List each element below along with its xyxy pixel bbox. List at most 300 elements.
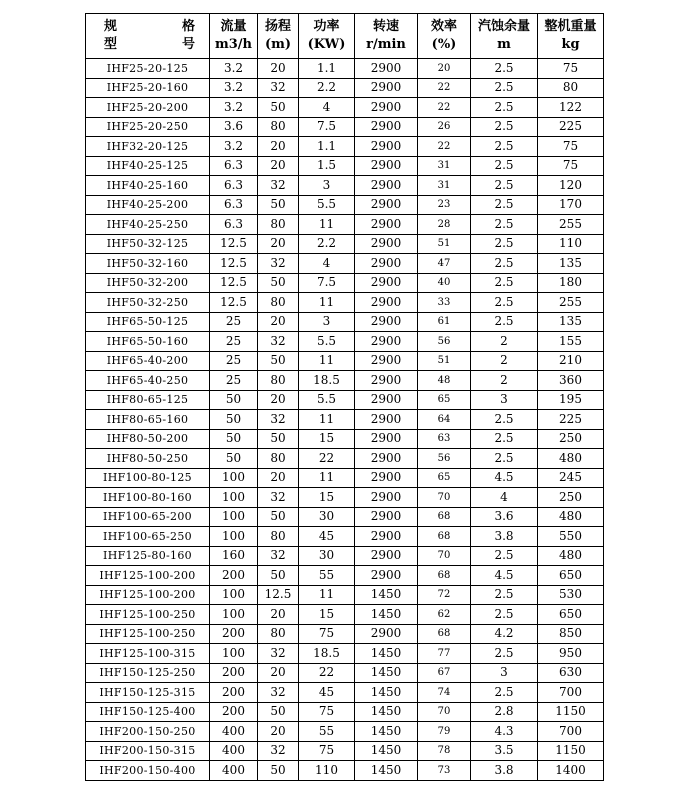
efficiency-cell: 51 [418,234,471,254]
table-row [86,527,604,547]
model-cell: IHF125-100-250 [86,605,210,625]
weight-cell: 135 [538,254,604,274]
efficiency-cell: 68 [418,566,471,586]
table-row [86,566,604,586]
npsh-cell: 2.5 [471,98,538,118]
npsh-cell: 2.5 [471,156,538,176]
flow-cell: 6.3 [210,156,258,176]
npsh-cell: 2 [471,371,538,391]
power-cell: 1.1 [299,59,355,79]
efficiency-cell: 56 [418,332,471,352]
efficiency-cell: 31 [418,176,471,196]
model-cell: IHF40-25-160 [86,176,210,196]
weight-cell: 530 [538,585,604,605]
npsh-cell: 4.2 [471,624,538,644]
flow-cell: 3.6 [210,117,258,137]
weight-cell: 480 [538,546,604,566]
efficiency-cell: 70 [418,488,471,508]
power-cell: 15 [299,605,355,625]
power-cell: 1.5 [299,156,355,176]
flow-cell: 12.5 [210,234,258,254]
pump-spec-table [85,13,604,781]
model-cell: IHF80-50-200 [86,429,210,449]
table-row [86,156,604,176]
model-cell: IHF100-80-125 [86,468,210,488]
npsh-cell: 2.5 [471,585,538,605]
npsh-cell: 2 [471,351,538,371]
model-cell: IHF80-65-125 [86,390,210,410]
head-cell: 32 [258,78,299,98]
model-cell: IHF125-100-315 [86,644,210,664]
table-row [86,78,604,98]
npsh-cell: 3.6 [471,507,538,527]
speed-header: 转速 r/min [355,14,418,59]
npsh-cell: 2.5 [471,449,538,469]
head-cell: 80 [258,371,299,391]
weight-cell: 550 [538,527,604,547]
flow-cell: 12.5 [210,273,258,293]
speed-cell: 2900 [355,507,418,527]
model-cell: IHF32-20-125 [86,137,210,157]
npsh-cell: 2.5 [471,137,538,157]
flow-cell: 50 [210,410,258,430]
speed-cell: 2900 [355,468,418,488]
weight-cell: 210 [538,351,604,371]
efficiency-header: 效率 (%) [418,14,471,59]
table-row [86,195,604,215]
head-cell: 50 [258,507,299,527]
speed-cell: 1450 [355,761,418,781]
efficiency-cell: 31 [418,156,471,176]
table-row [86,605,604,625]
npsh-cell: 3.8 [471,527,538,547]
power-cell: 15 [299,488,355,508]
table-row [86,293,604,313]
npsh-cell: 4.5 [471,468,538,488]
weight-cell: 250 [538,488,604,508]
efficiency-cell: 68 [418,624,471,644]
model-cell: IHF80-65-160 [86,410,210,430]
npsh-cell: 2.5 [471,195,538,215]
efficiency-cell: 26 [418,117,471,137]
power-cell: 22 [299,449,355,469]
power-cell: 18.5 [299,371,355,391]
head-cell: 50 [258,566,299,586]
speed-cell: 2900 [355,449,418,469]
table-row [86,468,604,488]
model-cell: IHF125-100-200 [86,566,210,586]
weight-cell: 180 [538,273,604,293]
npsh-cell: 2.5 [471,234,538,254]
speed-cell: 2900 [355,137,418,157]
model-cell: IHF100-80-160 [86,488,210,508]
weight-cell: 170 [538,195,604,215]
head-cell: 20 [258,156,299,176]
power-cell: 22 [299,663,355,683]
speed-cell: 2900 [355,215,418,235]
model-cell: IHF50-32-250 [86,293,210,313]
table-row [86,273,604,293]
speed-cell: 2900 [355,59,418,79]
flow-cell: 3.2 [210,137,258,157]
head-cell: 50 [258,98,299,118]
power-cell: 75 [299,624,355,644]
npsh-cell: 4 [471,488,538,508]
flow-cell: 200 [210,702,258,722]
model-cell: IHF25-20-125 [86,59,210,79]
npsh-cell: 2.5 [471,644,538,664]
table-row [86,741,604,761]
table-row [86,546,604,566]
efficiency-cell: 79 [418,722,471,742]
efficiency-cell: 77 [418,644,471,664]
weight-cell: 1150 [538,702,604,722]
flow-cell: 100 [210,488,258,508]
model-cell: IHF150-125-250 [86,663,210,683]
weight-cell: 480 [538,449,604,469]
speed-cell: 2900 [355,566,418,586]
efficiency-cell: 74 [418,683,471,703]
power-cell: 11 [299,351,355,371]
table-row [86,761,604,781]
power-cell: 5.5 [299,390,355,410]
table-row [86,254,604,274]
npsh-cell: 2.5 [471,215,538,235]
flow-cell: 3.2 [210,98,258,118]
model-cell: IHF200-150-250 [86,722,210,742]
flow-cell: 6.3 [210,195,258,215]
table-row [86,488,604,508]
speed-cell: 2900 [355,234,418,254]
speed-cell: 2900 [355,488,418,508]
efficiency-cell: 73 [418,761,471,781]
head-cell: 50 [258,195,299,215]
efficiency-cell: 61 [418,312,471,332]
head-cell: 80 [258,527,299,547]
speed-cell: 1450 [355,741,418,761]
speed-cell: 2900 [355,527,418,547]
flow-cell: 25 [210,312,258,332]
flow-cell: 6.3 [210,176,258,196]
weight-cell: 195 [538,390,604,410]
weight-cell: 700 [538,722,604,742]
weight-cell: 630 [538,663,604,683]
head-cell: 20 [258,663,299,683]
speed-cell: 1450 [355,644,418,664]
model-cell: IHF150-125-315 [86,683,210,703]
power-cell: 3 [299,312,355,332]
flow-cell: 100 [210,527,258,547]
speed-cell: 2900 [355,390,418,410]
head-cell: 50 [258,273,299,293]
flow-cell: 6.3 [210,215,258,235]
flow-cell: 100 [210,585,258,605]
weight-cell: 255 [538,215,604,235]
flow-cell: 100 [210,468,258,488]
flow-header: 流量 m3/h [210,14,258,59]
efficiency-cell: 23 [418,195,471,215]
table-row [86,117,604,137]
power-cell: 30 [299,507,355,527]
table-row [86,234,604,254]
npsh-cell: 2.5 [471,312,538,332]
flow-cell: 50 [210,390,258,410]
model-cell: IHF40-25-200 [86,195,210,215]
npsh-cell: 4.5 [471,566,538,586]
table-row [86,507,604,527]
power-cell: 110 [299,761,355,781]
power-cell: 2.2 [299,234,355,254]
flow-cell: 200 [210,566,258,586]
speed-cell: 2900 [355,371,418,391]
efficiency-cell: 62 [418,605,471,625]
flow-cell: 160 [210,546,258,566]
head-cell: 20 [258,468,299,488]
head-cell: 80 [258,293,299,313]
efficiency-cell: 72 [418,585,471,605]
model-cell: IHF80-50-250 [86,449,210,469]
npsh-cell: 3.5 [471,741,538,761]
model-cell: IHF125-100-200 [86,585,210,605]
efficiency-cell: 20 [418,59,471,79]
power-cell: 11 [299,410,355,430]
speed-cell: 2900 [355,410,418,430]
weight-cell: 75 [538,156,604,176]
head-header: 扬程 (m) [258,14,299,59]
speed-cell: 2900 [355,254,418,274]
npsh-cell: 4.3 [471,722,538,742]
model-cell: IHF25-20-160 [86,78,210,98]
head-cell: 20 [258,390,299,410]
speed-cell: 2900 [355,293,418,313]
head-cell: 20 [258,59,299,79]
table-row [86,449,604,469]
flow-cell: 50 [210,449,258,469]
flow-cell: 200 [210,683,258,703]
weight-cell: 110 [538,234,604,254]
efficiency-cell: 33 [418,293,471,313]
weight-cell: 360 [538,371,604,391]
head-cell: 12.5 [258,585,299,605]
head-cell: 32 [258,741,299,761]
head-cell: 32 [258,546,299,566]
power-cell: 7.5 [299,273,355,293]
npsh-cell: 2.5 [471,293,538,313]
head-cell: 32 [258,254,299,274]
power-header: 功率 (KW) [299,14,355,59]
npsh-cell: 2.5 [471,117,538,137]
table-row [86,351,604,371]
head-cell: 32 [258,176,299,196]
weight-cell: 80 [538,78,604,98]
npsh-cell: 3 [471,663,538,683]
table-row [86,429,604,449]
weight-cell: 135 [538,312,604,332]
head-cell: 50 [258,351,299,371]
model-cell: IHF65-40-250 [86,371,210,391]
model-header: 规 格 型 号 [86,14,210,59]
efficiency-cell: 68 [418,507,471,527]
table-row [86,137,604,157]
model-cell: IHF200-150-400 [86,761,210,781]
model-cell: IHF65-50-125 [86,312,210,332]
speed-cell: 2900 [355,546,418,566]
speed-cell: 2900 [355,351,418,371]
table-row [86,312,604,332]
flow-cell: 200 [210,663,258,683]
head-cell: 50 [258,702,299,722]
speed-cell: 1450 [355,683,418,703]
flow-cell: 12.5 [210,293,258,313]
head-cell: 32 [258,410,299,430]
weight-cell: 155 [538,332,604,352]
power-cell: 45 [299,527,355,547]
model-cell: IHF25-20-250 [86,117,210,137]
power-cell: 7.5 [299,117,355,137]
efficiency-cell: 51 [418,351,471,371]
power-cell: 11 [299,585,355,605]
power-cell: 55 [299,722,355,742]
flow-cell: 400 [210,761,258,781]
model-cell: IHF50-32-200 [86,273,210,293]
efficiency-cell: 64 [418,410,471,430]
model-cell: IHF65-50-160 [86,332,210,352]
speed-cell: 1450 [355,585,418,605]
flow-cell: 400 [210,722,258,742]
header-row [86,14,604,59]
table-row [86,585,604,605]
weight-cell: 255 [538,293,604,313]
flow-cell: 25 [210,332,258,352]
weight-cell: 700 [538,683,604,703]
power-cell: 18.5 [299,644,355,664]
head-cell: 32 [258,332,299,352]
speed-cell: 2900 [355,176,418,196]
weight-cell: 120 [538,176,604,196]
speed-cell: 2900 [355,429,418,449]
npsh-header: 汽蚀余量 m [471,14,538,59]
table-row [86,59,604,79]
model-cell: IHF100-65-200 [86,507,210,527]
npsh-cell: 2.5 [471,410,538,430]
table-row [86,644,604,664]
npsh-cell: 2.5 [471,546,538,566]
flow-cell: 400 [210,741,258,761]
table-row [86,410,604,430]
model-cell: IHF40-25-250 [86,215,210,235]
efficiency-cell: 63 [418,429,471,449]
weight-cell: 250 [538,429,604,449]
power-cell: 11 [299,293,355,313]
npsh-cell: 2.5 [471,59,538,79]
power-cell: 55 [299,566,355,586]
table-row [86,176,604,196]
table-row [86,683,604,703]
head-cell: 32 [258,488,299,508]
head-cell: 80 [258,449,299,469]
speed-cell: 2900 [355,117,418,137]
npsh-cell: 2.5 [471,683,538,703]
flow-cell: 3.2 [210,59,258,79]
weight-cell: 122 [538,98,604,118]
model-cell: IHF65-40-200 [86,351,210,371]
model-cell: IHF40-25-125 [86,156,210,176]
efficiency-cell: 65 [418,468,471,488]
table-row [86,98,604,118]
head-cell: 20 [258,605,299,625]
head-cell: 80 [258,215,299,235]
weight-cell: 225 [538,117,604,137]
table-body [86,59,604,781]
efficiency-cell: 70 [418,702,471,722]
power-cell: 30 [299,546,355,566]
weight-cell: 225 [538,410,604,430]
weight-cell: 650 [538,605,604,625]
efficiency-cell: 68 [418,527,471,547]
head-cell: 32 [258,644,299,664]
table-row [86,215,604,235]
efficiency-cell: 56 [418,449,471,469]
model-cell: IHF125-100-250 [86,624,210,644]
power-cell: 4 [299,254,355,274]
speed-cell: 2900 [355,273,418,293]
power-cell: 3 [299,176,355,196]
head-cell: 50 [258,761,299,781]
head-cell: 50 [258,429,299,449]
table-row [86,722,604,742]
npsh-cell: 3 [471,390,538,410]
efficiency-cell: 67 [418,663,471,683]
power-cell: 11 [299,468,355,488]
speed-cell: 2900 [355,312,418,332]
flow-cell: 100 [210,605,258,625]
head-cell: 20 [258,137,299,157]
model-cell: IHF150-125-400 [86,702,210,722]
speed-cell: 2900 [355,195,418,215]
npsh-cell: 2.5 [471,429,538,449]
model-cell: IHF125-80-160 [86,546,210,566]
weight-cell: 480 [538,507,604,527]
weight-cell: 1400 [538,761,604,781]
weight-cell: 850 [538,624,604,644]
weight-cell: 75 [538,137,604,157]
power-cell: 75 [299,741,355,761]
npsh-cell: 2.5 [471,273,538,293]
npsh-cell: 2.5 [471,254,538,274]
efficiency-cell: 22 [418,78,471,98]
flow-cell: 12.5 [210,254,258,274]
speed-cell: 2900 [355,156,418,176]
weight-cell: 950 [538,644,604,664]
power-cell: 4 [299,98,355,118]
speed-cell: 2900 [355,98,418,118]
weight-cell: 245 [538,468,604,488]
table-row [86,702,604,722]
head-cell: 20 [258,234,299,254]
npsh-cell: 3.8 [471,761,538,781]
power-cell: 45 [299,683,355,703]
power-cell: 5.5 [299,195,355,215]
flow-cell: 25 [210,351,258,371]
npsh-cell: 2.5 [471,605,538,625]
efficiency-cell: 22 [418,98,471,118]
flow-cell: 25 [210,371,258,391]
weight-cell: 1150 [538,741,604,761]
model-cell: IHF25-20-200 [86,98,210,118]
head-cell: 80 [258,117,299,137]
speed-cell: 2900 [355,624,418,644]
flow-cell: 50 [210,429,258,449]
